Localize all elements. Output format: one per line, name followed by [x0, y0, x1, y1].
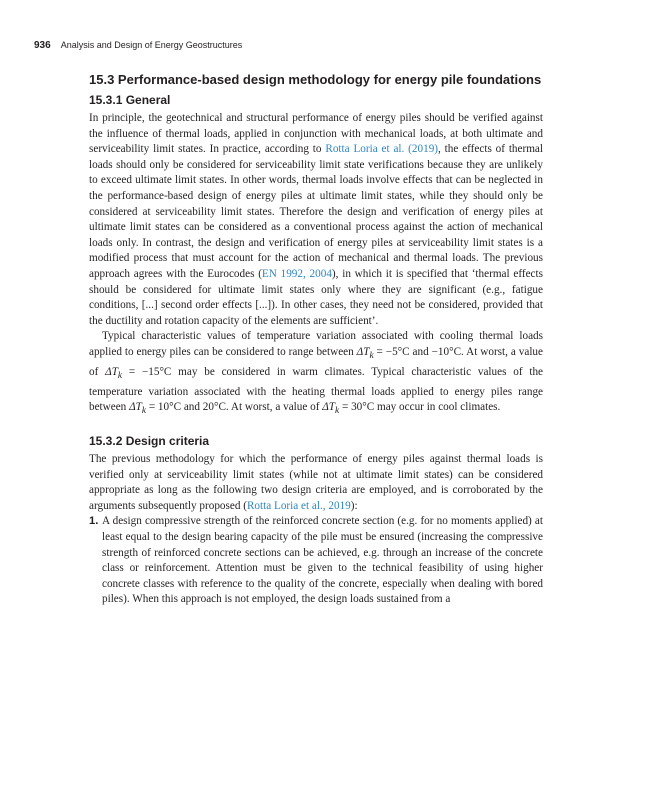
citation-link[interactable]: Rotta Loria et al., 2019	[246, 499, 351, 512]
math-delta-t: $\Delta T_k$	[105, 365, 123, 381]
list-item	[89, 514, 543, 608]
criteria-paragraph-1: The previous methodology for which the performance of energy piles against thermal loads is verified only at serviceability limit states (while not at ultimate limit states) can be considered appropriate as long as the following two design criteria are employed, and is corroborated by the arguments subsequently proposed (Rotta Loria et al., 2019):	[89, 452, 543, 512]
subsection-heading-general: 15.3.1 General	[89, 93, 171, 107]
math-delta-t: $\Delta T_k$	[129, 401, 147, 417]
book-title: Analysis and Design of Energy Geostructures	[60, 40, 243, 50]
running-head	[34, 40, 594, 51]
page-number: 936	[34, 40, 51, 51]
section-gap	[89, 420, 543, 434]
citation-link[interactable]: Rotta Loria et al. (2019)	[325, 143, 439, 156]
subsection-heading-criteria: 15.3.2 Design criteria	[89, 433, 210, 448]
list-item-text: A design compressive strength of the reinforced concrete section (e.g. for no moments applied) at least equal to the design bearing capacity of the pile must be ensured (increasing the compressive strength of reinforced concrete sections can be achieved, e.g. through an increase of the concrete class or reinforcement. Attention must be given to the technical feasibility of using higher concrete classes with reference to the quality of the concrete, especially when dealing with bored piles). When this approach is not employed, the design loads sustained from a	[102, 515, 543, 606]
general-paragraph-2: Typical characteristic values of temperature variation associated with cooling thermal loads applied to energy piles can be considered to range between $\Delta T_k = -5^\circ C$ and −10°C. At worst, a value of $\Delta T_k = -15^\circ C$ may be considered in warm climates. Typical characteristic values of the temperature variation associated with the heating thermal loads applied to energy piles range between $\Delta T_k = 10^\circ C$ and 20°C. At worst, a value of $\Delta T_k = 30^\circ C$ may occur in cool climates.	[89, 330, 543, 417]
general-paragraph-1: In principle, the geotechnical and structural performance of energy piles should be verified against the influence of thermal loads, applied in conjunction with mechanical loads, at both ultimate and serviceability limit states. In practice, according to Rotta Loria et al. (2019), the effects of thermal loads should only be considered for serviceability limit state verifications because they are unlikely to exceed ultimate limit states. In other words, thermal loads involve effects that can be neglected in the performance-based design of energy piles at ultimate limit states, while they should only be considered at serviceability limit states. Therefore the design and verification of energy piles at ultimate limit states can be considered as a conventional process against the action of mechanical loads only. In contrast, the design and verification of energy piles at serviceability limit states is a modified process that must account for the action of mechanical and thermal loads. The previous approach agrees with the Eurocodes (EN 1992, 2004), in which it is specified that ‘thermal effects should be considered for ultimate limit states only where they are significant (e.g., fatigue conditions, [...] second order effects [...]). In other cases, they need not be considered, provided that the ductility and rotation capacity of the elements are sufficient’.	[89, 112, 543, 327]
citation-link[interactable]: EN 1992, 2004	[261, 267, 332, 280]
page-content	[89, 72, 543, 608]
math-delta-t: $\Delta T_k$	[356, 345, 374, 362]
section-title: 15.3 Performance-based design methodology for energy pile foundations	[89, 72, 542, 87]
criteria-list	[89, 514, 543, 608]
math-delta-t: $\Delta T_k$	[322, 401, 340, 417]
list-item-number: 1.	[89, 515, 99, 528]
